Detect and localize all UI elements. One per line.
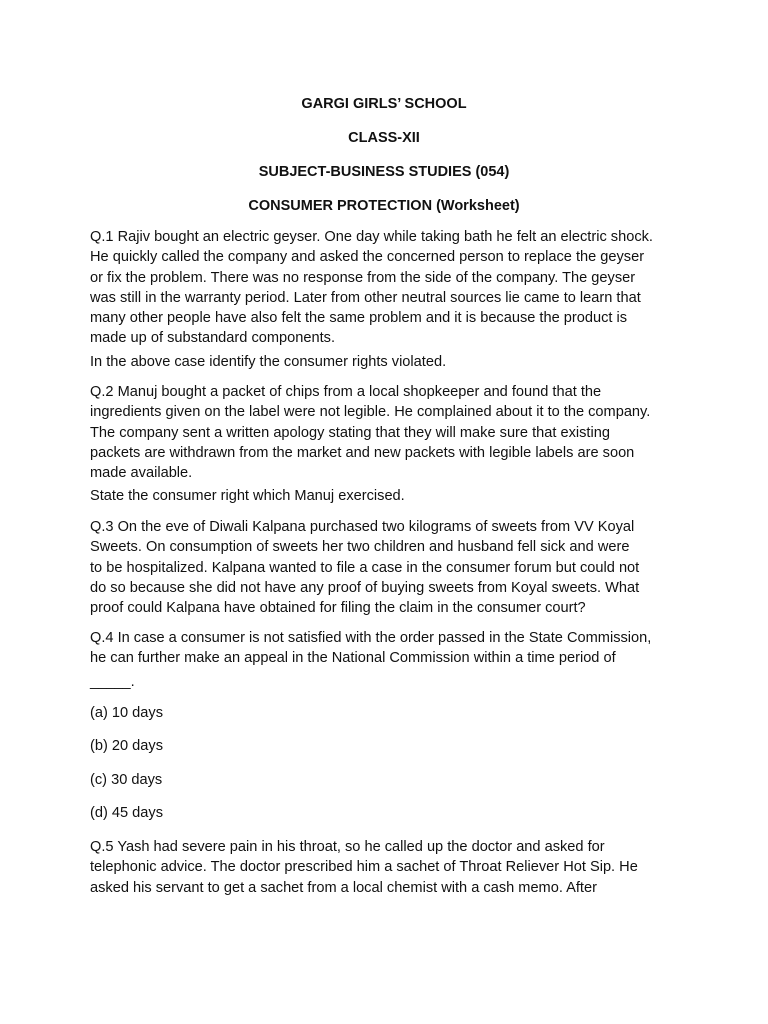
option-d: (d) 45 days [90,805,164,821]
question-3 [90,517,690,618]
question-1-line: Q.1 Rajiv bought an electric geyser. One day while taking bath he felt an electric shock. [90,229,653,245]
question-4 [90,628,690,692]
question-2-line: The company sent a written apology stating that they will make sure that existing [90,424,610,441]
question-3-line: do so because she did not have any proof of buying sweets from Koyal sweets. What [90,579,640,596]
question-1-line: He quickly called the company and asked the concerned person to replace the geyser [90,249,645,266]
question-2-line: made available. [90,465,193,482]
option-a: (a) 10 days [90,705,164,721]
option-b: (b) 20 days [90,738,164,754]
school-name: GARGI GIRLS’ SCHOOL [301,96,467,112]
question-3-line: Q.3 On the eve of Diwali Kalpana purchased two kilograms of sweets from VV Koyal [90,519,635,535]
question-1-line: In the above case identify the consumer rights violated. [90,353,447,370]
question-3-line: Sweets. On consumption of sweets her two children and husband fell sick and were [90,539,630,556]
question-3-line: proof could Kalpana have obtained for filing the claim in the consumer court? [90,600,586,617]
class-title: CLASS-XII [348,130,420,146]
question-2-line: State the consumer right which Manuj exercised. [90,488,405,505]
question-2-line: packets are withdrawn from the market and new packets with legible labels are soon [90,444,635,461]
subject-title: SUBJECT-BUSINESS STUDIES (054) [258,164,510,180]
question-3-line: to be hospitalized. Kalpana wanted to file a case in the consumer forum but could not [90,559,640,576]
option-c: (c) 30 days [90,772,163,788]
question-1-line: or fix the problem. There was no response from the side of the company. The geyser [90,269,636,286]
question-4-line: Q.4 In case a consumer is not satisfied with the order passed in the State Commission, [90,630,652,646]
worksheet-title: CONSUMER PROTECTION (Worksheet) [248,198,520,214]
question-1 [90,227,690,372]
question-2 [90,382,690,507]
question-5-line: asked his servant to get a sachet from a local chemist with a cash memo. After [90,879,597,896]
question-1-line: was still in the warranty period. Later from other neutral sources lie came to learn that [90,289,641,306]
question-5-line: Q.5 Yash had severe pain in his throat, so he called up the doctor and asked for [90,839,605,855]
question-1-line: many other people have also felt the same problem and it is because the product is [90,310,628,327]
question-5-line: telephonic advice. The doctor prescribed him a sachet of Throat Reliever Hot Sip. He [90,859,638,876]
question-2-line: Q.2 Manuj bought a packet of chips from a local shopkeeper and found that the [90,384,602,400]
question-4-line: he can further make an appeal in the National Commission within a time period of [90,650,616,667]
question-4-blank-line: _____. [90,673,135,690]
question-2-line: ingredients given on the label were not legible. He complained about it to the company. [90,404,651,421]
question-5 [90,837,690,898]
question-1-line: made up of substandard components. [90,330,336,347]
